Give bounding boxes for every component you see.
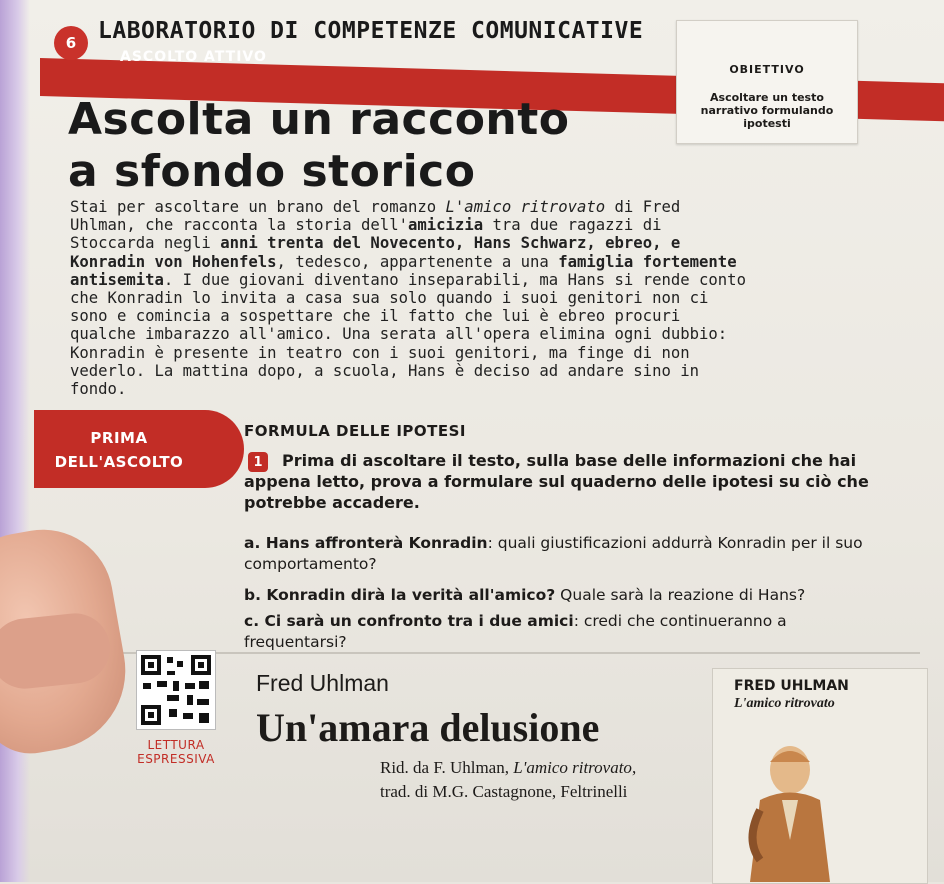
intro-text: tra due ragazzi di Stoccarda negli xyxy=(70,216,662,253)
reading-author: Fred Uhlman xyxy=(256,670,389,696)
intro-text: Stai per ascoltare un brano del romanzo xyxy=(70,198,446,216)
page-title xyxy=(68,94,570,198)
option-b-lead: b. Konradin dirà la verità all'amico? xyxy=(244,586,556,604)
objective-box xyxy=(676,20,858,144)
credit-line2: trad. di M.G. Castagnone, Feltrinelli xyxy=(380,782,628,801)
hypothesis-heading: FORMULA DELLE IPOTESI xyxy=(244,422,467,440)
option-a xyxy=(244,533,894,575)
expressive-reading-line1: LETTURA xyxy=(147,738,205,752)
reading-title: Un'amara delusione xyxy=(256,705,600,750)
section-divider xyxy=(120,652,920,654)
page-title-line2: a sfondo storico xyxy=(68,146,476,197)
section-label: ASCOLTO ATTIVO xyxy=(120,49,267,65)
intro-highlight: anni trenta del Novecento, Hans Schwarz, ebreo, e Konradin von Hohenfels xyxy=(70,234,681,271)
book-cover-author: FRED UHLMAN xyxy=(734,678,849,694)
expressive-reading-line2: ESPRESSIVA xyxy=(137,752,215,766)
credit-prefix: Rid. da F. Uhlman, xyxy=(380,758,514,777)
before-listening-line1: PRIMA xyxy=(90,429,148,447)
question-text: Prima di ascoltare il testo, sulla base delle informazioni che hai appena letto, prova a formulare sul quaderno delle ipotesi su ciò che potrebbe accadere. xyxy=(244,451,869,512)
objective-text: Ascoltare un testo narrativo formulando ipotesti xyxy=(700,91,834,130)
option-a-text: : quali giustificazioni addurrà Konradin per il suo comportamento? xyxy=(244,534,863,573)
intro-text: di Fred Uhlman, che racconta la storia dell' xyxy=(70,198,681,235)
question-number-badge: 1 xyxy=(248,452,268,472)
option-c-text: : credi che continueranno a frequentarsi? xyxy=(244,612,787,651)
intro-paragraph xyxy=(70,198,750,398)
objective-label: OBIETTIVO xyxy=(729,63,805,76)
credit-line1 xyxy=(380,756,700,780)
intro-text: . I due giovani diventano inseparabili, ma Hans si rende conto che Konradin lo invita a casa sua solo quando i suoi genitori non ci sono e comincia a sospettare che il fatto che lui è ebreo procuri qualche imbarazzo all'amico. Una serata all'opera elimina ogni dubbio: Konradin è presente in teatro con i suoi genitori, ma finge di non vederlo. La mattina dopo, a scuola, Hans è deciso ad andare sino in fondo. xyxy=(70,270,746,399)
book-cover-title: L'amico ritrovato xyxy=(734,696,835,711)
option-c-lead: c. Ci sarà un confronto tra i due amici xyxy=(244,612,574,630)
section-number-badge: 6 xyxy=(54,26,88,60)
credit-book-title: L'amico ritrovato xyxy=(513,758,632,777)
page-title-line1: Ascolta un racconto xyxy=(68,94,570,145)
intro-text: , tedesco, appartenente a una xyxy=(276,252,559,271)
option-a-lead: a. Hans affronterà Konradin xyxy=(244,534,488,552)
option-b-text: Quale sarà la reazione di Hans? xyxy=(555,586,806,604)
intro-highlight: amicizia xyxy=(407,216,484,235)
before-listening-label xyxy=(34,426,204,474)
intro-book-title: L'amico ritrovato xyxy=(445,198,606,216)
credit-suffix: , xyxy=(631,758,637,777)
qr-code-icon[interactable] xyxy=(136,650,216,730)
reading-credits xyxy=(380,756,700,804)
before-listening-line2: DELL'ASCOLTO xyxy=(54,453,184,471)
option-c xyxy=(244,611,894,653)
intro-highlight: famiglia fortemente antisemita xyxy=(70,252,737,289)
book-cover-illustration xyxy=(740,740,850,882)
option-b xyxy=(244,585,894,606)
expressive-reading-label xyxy=(126,738,226,766)
laboratory-title: LABORATORIO DI COMPETENZE COMUNICATIVE xyxy=(98,18,644,44)
